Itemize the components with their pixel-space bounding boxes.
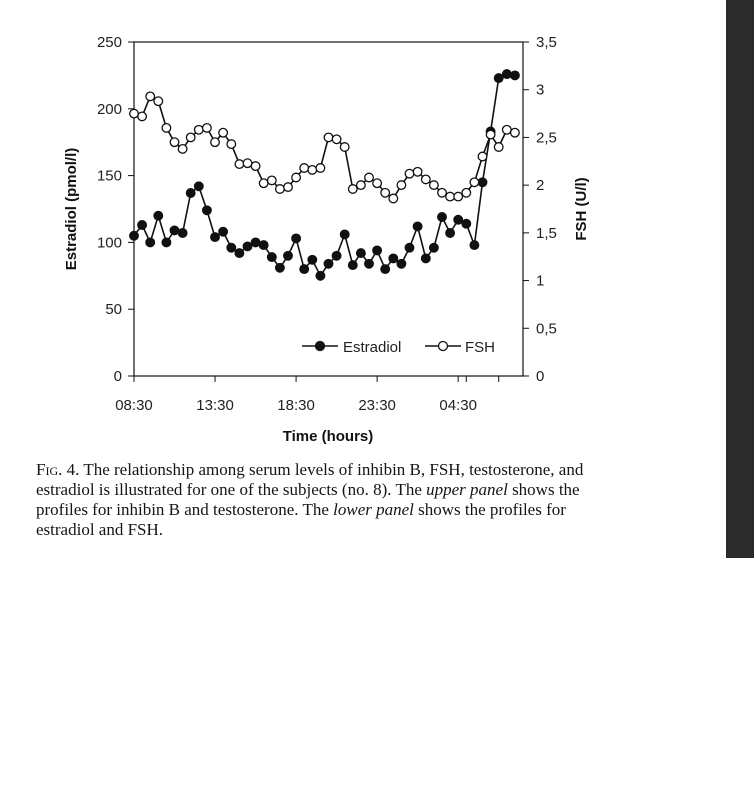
estradiol-point xyxy=(195,182,204,191)
fsh-point xyxy=(243,159,252,168)
fsh-point xyxy=(454,192,463,201)
estradiol-point xyxy=(276,264,285,273)
caption-text-3: shows the profiles for estradiol and FSH. xyxy=(36,500,566,539)
estradiol-point xyxy=(332,252,341,261)
estradiol-point xyxy=(511,71,520,80)
fsh-point xyxy=(389,194,398,203)
estradiol-point xyxy=(349,261,358,270)
estradiol-point xyxy=(235,249,244,258)
fsh-point xyxy=(154,97,163,106)
series-layer xyxy=(130,70,520,280)
caption-lower-panel: lower panel xyxy=(333,500,414,519)
fsh-point xyxy=(300,164,309,173)
fsh-point xyxy=(284,183,293,192)
fsh-point xyxy=(138,112,147,121)
estradiol-point xyxy=(324,260,333,269)
y-right-tick-labels xyxy=(536,34,557,385)
y-left-tick-labels xyxy=(97,34,122,385)
estradiol-point xyxy=(389,254,398,263)
estradiol-point xyxy=(422,254,431,263)
fsh-point xyxy=(381,189,390,198)
fsh-point xyxy=(251,162,260,171)
fsh-point xyxy=(316,164,325,173)
fsh-point xyxy=(211,138,220,147)
fsh-point xyxy=(430,181,439,190)
y-left-tick-label: 100 xyxy=(96,234,122,252)
fsh-point xyxy=(405,169,414,178)
estradiol-point xyxy=(316,272,325,281)
legend-estradiol xyxy=(302,339,401,356)
fsh-point xyxy=(478,152,487,161)
estradiol-line xyxy=(134,74,515,276)
estradiol-point xyxy=(438,213,447,222)
fsh-point xyxy=(486,130,495,139)
estradiol-point xyxy=(138,221,147,230)
y-right-axis-title: FSH (U/l) xyxy=(573,177,590,241)
fsh-point xyxy=(130,109,139,118)
estradiol-point xyxy=(211,233,220,242)
y-right-tick-label: 1,5 xyxy=(536,224,557,242)
fsh-point xyxy=(373,179,382,188)
estradiol-point xyxy=(373,246,382,255)
fsh-point xyxy=(292,173,301,182)
estradiol-point xyxy=(300,265,309,274)
y-left-tick-label: 200 xyxy=(96,100,122,118)
legend-estradiol-marker xyxy=(316,342,325,351)
fsh-point xyxy=(219,128,228,137)
y-right-tick-label: 0 xyxy=(536,368,545,385)
y-right-tick-label: 1 xyxy=(536,272,545,290)
fsh-point xyxy=(365,173,374,182)
estradiol-point xyxy=(203,206,212,215)
y-left-tick-label: 150 xyxy=(96,167,122,185)
estradiol-point xyxy=(219,227,228,236)
fsh-point xyxy=(227,140,236,149)
estradiol-point xyxy=(494,74,503,83)
legend-fsh-marker xyxy=(439,342,448,351)
fsh-line xyxy=(134,96,515,198)
x-tick-label: 18:30 xyxy=(277,397,315,414)
estradiol-point xyxy=(454,215,463,224)
fsh-point xyxy=(397,181,406,190)
y-right-tick-label: 3,5 xyxy=(536,34,557,51)
estradiol-point xyxy=(186,189,195,198)
fsh-point xyxy=(268,176,277,185)
fsh-point xyxy=(186,133,195,142)
fsh-point xyxy=(178,145,187,154)
estradiol-point xyxy=(470,241,479,250)
fsh-point xyxy=(203,124,212,133)
scrollbar[interactable] xyxy=(726,0,754,558)
estradiol-point xyxy=(478,178,487,187)
x-axis-title: Time (hours) xyxy=(282,428,374,445)
fsh-point xyxy=(146,92,155,101)
fsh-point xyxy=(446,192,455,201)
fsh-point xyxy=(324,133,333,142)
x-tick-label: 08:30 xyxy=(115,397,153,414)
fsh-point xyxy=(235,160,244,169)
estradiol-point xyxy=(397,260,406,269)
y-right-tick-label: 3 xyxy=(536,81,545,99)
fsh-point xyxy=(308,166,317,175)
fsh-point xyxy=(357,181,366,190)
y-left-tick-label: 50 xyxy=(105,301,122,319)
y-right-tick-label: 2 xyxy=(536,177,545,195)
fsh-point xyxy=(462,189,471,198)
caption-text-1: The relationship among serum levels of inhibin B, FSH, testosterone, and estradiol is illustrated for one of the subjects (no. 8). The xyxy=(36,460,584,499)
caption-upper-panel: upper panel xyxy=(426,480,508,499)
estradiol-point xyxy=(446,229,455,238)
estradiol-point xyxy=(292,234,301,243)
y-left-tick-label: 0 xyxy=(113,368,122,385)
y-right-tick-label: 0,5 xyxy=(536,320,557,338)
estradiol-point xyxy=(413,222,422,231)
estradiol-point xyxy=(462,219,471,228)
estradiol-point xyxy=(284,252,293,261)
caption-text-2: shows the profiles for inhibin B and testosterone. The xyxy=(36,480,580,519)
fsh-point xyxy=(162,124,171,133)
figure-label: Fig. 4. xyxy=(36,460,80,479)
estradiol-point xyxy=(503,70,512,79)
estradiol-point xyxy=(227,243,236,252)
legend-estradiol-label: Estradiol xyxy=(343,339,402,356)
fsh-point xyxy=(494,143,503,152)
fsh-point xyxy=(276,185,285,194)
fsh-point xyxy=(413,168,422,177)
estradiol-point xyxy=(340,230,349,239)
fsh-point xyxy=(170,138,179,147)
fsh-point xyxy=(438,189,447,198)
estradiol-point xyxy=(251,238,260,247)
estradiol-point xyxy=(146,238,155,247)
x-tick-label: 23:30 xyxy=(358,397,396,414)
estradiol-point xyxy=(308,255,317,264)
x-tick-labels xyxy=(115,397,477,414)
legend xyxy=(302,339,495,356)
estradiol-point xyxy=(259,241,268,250)
fsh-point xyxy=(332,135,341,144)
fsh-point xyxy=(422,175,431,184)
y-left-tick-label: 250 xyxy=(96,34,122,51)
estradiol-point xyxy=(162,238,171,247)
x-tick-label: 13:30 xyxy=(196,397,234,414)
fsh-point xyxy=(503,126,512,135)
x-tick-label: 04:30 xyxy=(439,397,477,414)
fsh-point xyxy=(259,179,268,188)
estradiol-point xyxy=(357,249,366,258)
estradiol-point xyxy=(130,231,139,240)
estradiol-point xyxy=(243,242,252,251)
legend-fsh xyxy=(425,339,495,356)
estradiol-point xyxy=(170,226,179,235)
estradiol-point xyxy=(365,260,374,269)
fsh-point xyxy=(195,126,204,135)
estradiol-point xyxy=(430,243,439,252)
y-right-tick-label: 2,5 xyxy=(536,129,557,147)
fsh-point xyxy=(470,178,479,187)
estradiol-point xyxy=(405,243,414,252)
fsh-point xyxy=(349,185,358,194)
estradiol-point xyxy=(268,253,277,262)
fsh-point xyxy=(511,128,520,137)
plot-frame xyxy=(134,42,523,376)
estradiol-point xyxy=(381,265,390,274)
axis-ticks xyxy=(128,42,529,382)
figure-caption xyxy=(36,460,626,540)
estradiol-point xyxy=(178,229,187,238)
y-left-axis-title: Estradiol (pmol/l) xyxy=(63,147,80,271)
estradiol-point xyxy=(154,211,163,220)
fsh-point xyxy=(340,143,349,152)
legend-fsh-label: FSH xyxy=(465,339,495,356)
